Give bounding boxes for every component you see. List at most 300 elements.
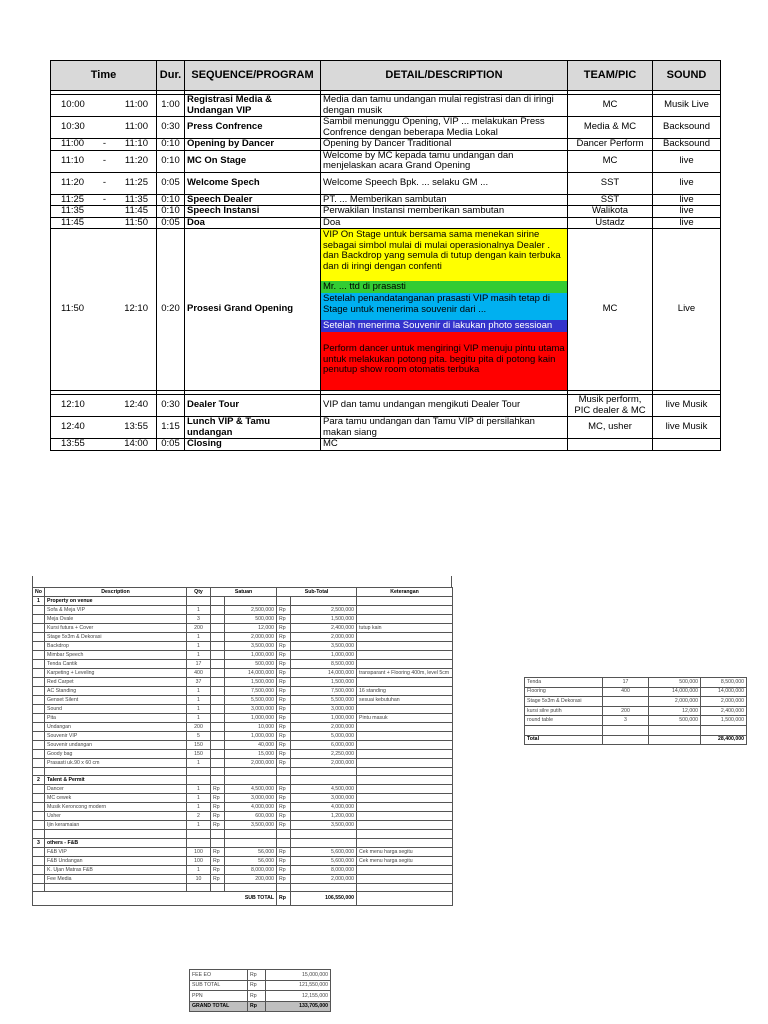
item-currency: Rp [277, 803, 291, 812]
empty-cell [33, 883, 45, 891]
detail-cell: Para tamu undangan dan Tamu VIP di persilahkan makan siang [321, 417, 568, 439]
item-note: Pintu masuk [357, 714, 453, 723]
empty-cell [357, 883, 453, 891]
duration-cell: 0:30 [157, 117, 185, 139]
end-time: 11:00 [124, 121, 148, 133]
program-cell: Lunch VIP & Tamu undangan [185, 417, 321, 439]
item-note: sesuai kebutuhan [357, 696, 453, 705]
empty-cell [225, 830, 277, 838]
time-range [53, 218, 154, 229]
side-qty: 3 [603, 716, 649, 726]
sound-cell: live Musik [653, 395, 721, 417]
side-qty: 400 [603, 687, 649, 697]
start-time: 11:50 [61, 303, 85, 315]
item-qty: 1 [187, 794, 211, 803]
item-note [357, 651, 453, 660]
start-time: 11:20 [61, 176, 85, 188]
detail-step: VIP On Stage untuk bersama sama menekan sirine sebagai simbol mulai di mulai operasionalnya Dealer . dan Backdrop yang semula di tutup dengan kain terbuka dan di iringi dengan confenti [321, 229, 567, 281]
empty-cell [33, 660, 45, 669]
item-currency: Rp [277, 678, 291, 687]
item-qty: 200 [187, 624, 211, 633]
item-unit-price: 2,000,000 [225, 633, 277, 642]
budget-item-row [33, 633, 453, 642]
budget-header-no: No [33, 588, 45, 597]
empty-cell [277, 776, 291, 785]
side-description: kursi silre putih [525, 706, 603, 716]
empty-cell [357, 776, 453, 785]
side-subtotal: 14,000,000 [701, 687, 747, 697]
section-number: 3 [33, 838, 45, 847]
item-currency: Rp [277, 633, 291, 642]
item-qty: 1 [187, 759, 211, 768]
item-unit-price: 3,500,000 [225, 821, 277, 830]
budget-item-row [33, 723, 453, 732]
empty-cell [211, 838, 225, 847]
budget-item-row [33, 785, 453, 794]
side-description: round table [525, 716, 603, 726]
time-cell [51, 439, 157, 451]
side-row [525, 687, 747, 697]
empty-cell [33, 750, 45, 759]
item-description: Fee Media [45, 874, 187, 883]
item-qty: 1 [187, 785, 211, 794]
item-currency [211, 651, 225, 660]
totals-table [189, 969, 331, 1012]
time-separator: - [102, 154, 107, 166]
item-note [357, 874, 453, 883]
empty-cell [291, 838, 357, 847]
item-subtotal: 1,500,000 [291, 615, 357, 624]
empty-cell [187, 776, 211, 785]
time-range [53, 195, 154, 206]
item-currency [211, 678, 225, 687]
item-note [357, 633, 453, 642]
item-description: Karpeting + Leveling [45, 669, 187, 678]
empty-cell [33, 606, 45, 615]
item-currency: Rp [211, 803, 225, 812]
item-qty: 150 [187, 750, 211, 759]
side-qty [603, 725, 649, 735]
program-cell: Prosesi Grand Opening [185, 229, 321, 391]
pic-cell [568, 439, 653, 451]
side-total-row [525, 735, 747, 745]
item-currency: Rp [277, 705, 291, 714]
item-qty: 100 [187, 847, 211, 856]
item-subtotal: 2,400,000 [291, 624, 357, 633]
budget-item-row [33, 687, 453, 696]
item-unit-price: 1,000,000 [225, 651, 277, 660]
item-subtotal: 1,200,000 [291, 812, 357, 821]
end-time: 11:00 [124, 99, 148, 111]
empty-cell [225, 883, 277, 891]
item-description: K. Ujan Matras F&B [45, 865, 187, 874]
time-cell [51, 117, 157, 139]
budget-item-row [33, 794, 453, 803]
item-unit-price: 500,000 [225, 615, 277, 624]
item-qty: 1 [187, 714, 211, 723]
side-subtotal: 2,400,000 [701, 706, 747, 716]
time-cell [51, 206, 157, 218]
end-time: 11:35 [124, 194, 148, 205]
item-note [357, 615, 453, 624]
empty-cell [33, 759, 45, 768]
duration-cell: 0:05 [157, 172, 185, 194]
schedule-row [51, 172, 721, 194]
sound-cell: live [653, 217, 721, 229]
header-duration: Dur. [157, 61, 185, 91]
item-unit-price: 8,000,000 [225, 865, 277, 874]
budget-item-row [33, 642, 453, 651]
end-time: 11:25 [124, 176, 148, 188]
time-cell [51, 194, 157, 206]
item-currency: Rp [211, 812, 225, 821]
empty-cell [291, 776, 357, 785]
empty-cell [277, 883, 291, 891]
detail-step: Mr. ... ttd di prasasti [321, 281, 567, 293]
empty-cell [33, 669, 45, 678]
totals-row [190, 1001, 331, 1012]
item-description: F&B VIP [45, 847, 187, 856]
item-note [357, 821, 453, 830]
end-time: 11:10 [124, 138, 148, 149]
item-subtotal: 4,500,000 [291, 785, 357, 794]
item-unit-price: 40,000 [225, 741, 277, 750]
empty-cell [33, 642, 45, 651]
end-time: 11:50 [124, 217, 148, 228]
item-currency: Rp [277, 741, 291, 750]
sound-cell: Live [653, 229, 721, 391]
budget-item-row [33, 696, 453, 705]
item-unit-price: 4,000,000 [225, 803, 277, 812]
item-unit-price: 200,000 [225, 874, 277, 883]
schedule-row [51, 95, 721, 117]
item-description: Sound [45, 705, 187, 714]
empty-cell [211, 830, 225, 838]
schedule-row [51, 139, 721, 151]
item-currency: Rp [277, 687, 291, 696]
section-title: others - F&B [45, 838, 187, 847]
budget-header-keterangan: Keterangan [357, 588, 453, 597]
item-qty: 1 [187, 865, 211, 874]
side-subtotal: 8,500,000 [701, 678, 747, 688]
item-description: Genset Silent [45, 696, 187, 705]
totals-value: 121,550,000 [266, 980, 331, 991]
item-currency: Rp [277, 874, 291, 883]
item-unit-price: 1,000,000 [225, 732, 277, 741]
time-range [53, 122, 154, 133]
start-time: 12:10 [61, 399, 85, 411]
budget-header-subtotal: Sub-Total [277, 588, 357, 597]
time-range [53, 100, 154, 111]
header-sound: SOUND [653, 61, 721, 91]
budget-item-row [33, 821, 453, 830]
side-subtotal: 1,500,000 [701, 716, 747, 726]
start-time: 13:55 [61, 438, 85, 449]
item-qty: 3 [187, 615, 211, 624]
item-currency: Rp [277, 642, 291, 651]
schedule-row [51, 194, 721, 206]
totals-currency: Rp [248, 991, 266, 1002]
sound-cell: live [653, 206, 721, 218]
item-unit-price: 15,000 [225, 750, 277, 759]
item-currency: Rp [277, 865, 291, 874]
item-currency [211, 741, 225, 750]
empty-cell [225, 768, 277, 776]
budget-item-row [33, 812, 453, 821]
section-number: 1 [33, 597, 45, 606]
item-subtotal: 5,600,000 [291, 847, 357, 856]
item-qty: 5 [187, 732, 211, 741]
item-qty: 10 [187, 874, 211, 883]
side-row [525, 678, 747, 688]
pic-cell: Dancer Perform [568, 139, 653, 151]
side-qty: 200 [603, 706, 649, 716]
item-currency: Rp [277, 696, 291, 705]
empty-cell [211, 883, 225, 891]
side-subtotal [701, 725, 747, 735]
item-currency: Rp [277, 714, 291, 723]
item-subtotal: 5,000,000 [291, 732, 357, 741]
side-total-value: 28,400,000 [701, 735, 747, 745]
item-description: Meja Ovale [45, 615, 187, 624]
item-currency: Rp [277, 821, 291, 830]
item-note [357, 812, 453, 821]
budget-item-row [33, 847, 453, 856]
item-description: Mimbar Speech [45, 651, 187, 660]
item-note: 16 standing [357, 687, 453, 696]
item-note [357, 723, 453, 732]
sound-cell: Backsound [653, 139, 721, 151]
time-cell [51, 139, 157, 151]
item-currency: Rp [277, 651, 291, 660]
item-currency [211, 669, 225, 678]
item-subtotal: 2,500,000 [291, 606, 357, 615]
item-description: Pita [45, 714, 187, 723]
budget-subtotal-row [33, 891, 453, 905]
item-unit-price: 5,500,000 [225, 696, 277, 705]
time-range [53, 439, 154, 450]
item-currency [211, 723, 225, 732]
item-currency [211, 705, 225, 714]
budget-item-row [33, 660, 453, 669]
item-subtotal: 2,000,000 [291, 723, 357, 732]
item-note [357, 785, 453, 794]
time-range [53, 422, 154, 433]
duration-cell: 0:10 [157, 139, 185, 151]
empty-cell [33, 803, 45, 812]
item-note [357, 794, 453, 803]
item-subtotal: 2,000,000 [291, 759, 357, 768]
detail-cell: Doa [321, 217, 568, 229]
item-currency [211, 633, 225, 642]
time-cell [51, 150, 157, 172]
duration-cell: 0:10 [157, 194, 185, 206]
section-number: 2 [33, 776, 45, 785]
pic-cell: MC [568, 229, 653, 391]
item-unit-price: 3,500,000 [225, 642, 277, 651]
empty-cell [291, 830, 357, 838]
empty-cell [33, 615, 45, 624]
empty-cell [649, 735, 701, 745]
side-row [525, 697, 747, 707]
item-currency: Rp [277, 759, 291, 768]
item-subtotal: 8,500,000 [291, 660, 357, 669]
item-unit-price: 600,000 [225, 812, 277, 821]
item-subtotal: 4,000,000 [291, 803, 357, 812]
detail-cell: Media dan tamu undangan mulai registrasi dan di iringi dengan musik [321, 95, 568, 117]
item-unit-price: 3,000,000 [225, 705, 277, 714]
duration-cell: 0:05 [157, 217, 185, 229]
subtotal-value: 106,550,000 [291, 891, 357, 905]
totals-value: 15,000,000 [266, 970, 331, 981]
header-detail: DETAIL/DESCRIPTION [321, 61, 568, 91]
empty-cell [33, 633, 45, 642]
empty-cell [291, 597, 357, 606]
item-subtotal: 2,250,000 [291, 750, 357, 759]
budget-item-row [33, 865, 453, 874]
item-currency: Rp [277, 785, 291, 794]
schedule-row [51, 395, 721, 417]
budget-header-satuan: Satuan [211, 588, 277, 597]
empty-cell [357, 891, 453, 905]
empty-cell [33, 865, 45, 874]
blank-row [33, 830, 453, 838]
side-row [525, 716, 747, 726]
empty-cell [187, 883, 211, 891]
detail-cell: VIP dan tamu undangan mengikuti Dealer Tour [321, 395, 568, 417]
empty-cell [277, 768, 291, 776]
time-separator: - [102, 176, 107, 188]
budget-item-row [33, 759, 453, 768]
empty-cell [225, 838, 277, 847]
item-currency: Rp [277, 606, 291, 615]
item-currency: Rp [211, 856, 225, 865]
detail-cell: PT. ... Memberikan sambutan [321, 194, 568, 206]
side-unit-price [649, 725, 701, 735]
item-currency [211, 750, 225, 759]
item-qty: 2 [187, 812, 211, 821]
schedule-table [50, 60, 721, 451]
item-note [357, 803, 453, 812]
empty-cell [187, 768, 211, 776]
empty-cell [225, 597, 277, 606]
empty-cell [291, 883, 357, 891]
empty-cell [45, 883, 187, 891]
item-unit-price: 56,000 [225, 847, 277, 856]
item-currency [211, 624, 225, 633]
item-description: Ijin keramaian [45, 821, 187, 830]
item-currency: Rp [277, 732, 291, 741]
time-separator: - [102, 138, 107, 149]
item-unit-price: 4,500,000 [225, 785, 277, 794]
duration-cell: 0:10 [157, 206, 185, 218]
end-time: 12:10 [124, 303, 148, 315]
item-qty: 1 [187, 803, 211, 812]
item-description: AC Standing [45, 687, 187, 696]
empty-cell [33, 785, 45, 794]
program-cell: Opening by Dancer [185, 139, 321, 151]
item-currency: Rp [277, 660, 291, 669]
item-subtotal: 1,000,000 [291, 714, 357, 723]
item-qty: 200 [187, 723, 211, 732]
time-range [53, 178, 154, 189]
item-note [357, 741, 453, 750]
empty-cell [33, 624, 45, 633]
totals-label: SUB TOTAL [190, 980, 248, 991]
budget-item-row [33, 732, 453, 741]
subtotal-label: SUB TOTAL [33, 891, 277, 905]
duration-cell: 0:10 [157, 150, 185, 172]
empty-cell [33, 687, 45, 696]
time-cell [51, 95, 157, 117]
totals-currency: Rp [248, 970, 266, 981]
item-unit-price: 500,000 [225, 660, 277, 669]
item-qty: 1 [187, 687, 211, 696]
side-unit-price: 12,000 [649, 706, 701, 716]
duration-cell: 1:00 [157, 95, 185, 117]
pic-cell: Musik perform, PIC dealer & MC [568, 395, 653, 417]
item-qty: 1 [187, 705, 211, 714]
item-currency [211, 606, 225, 615]
totals-currency: Rp [248, 980, 266, 991]
item-description: Red Carpet [45, 678, 187, 687]
empty-cell [277, 597, 291, 606]
item-description: Kursi futura + Cover [45, 624, 187, 633]
budget-header-description: Description [45, 588, 187, 597]
empty-cell [33, 821, 45, 830]
item-currency: Rp [211, 785, 225, 794]
time-range [53, 304, 154, 315]
item-currency [211, 660, 225, 669]
side-unit-price: 2,000,000 [649, 697, 701, 707]
item-note: Cek menu harga segitu [357, 847, 453, 856]
item-unit-price: 7,500,000 [225, 687, 277, 696]
budget-item-row [33, 678, 453, 687]
pic-cell: Walikota [568, 206, 653, 218]
item-unit-price: 10,000 [225, 723, 277, 732]
start-time: 11:10 [61, 154, 85, 166]
item-currency [211, 615, 225, 624]
empty-cell [187, 830, 211, 838]
pic-cell: Ustadz [568, 217, 653, 229]
item-note [357, 750, 453, 759]
totals-value: 12,155,000 [266, 991, 331, 1002]
item-qty: 150 [187, 741, 211, 750]
empty-cell [33, 874, 45, 883]
item-unit-price: 1,000,000 [225, 714, 277, 723]
empty-cell [357, 597, 453, 606]
item-unit-price: 3,000,000 [225, 794, 277, 803]
empty-cell [603, 735, 649, 745]
item-qty: 1 [187, 651, 211, 660]
budget-item-row [33, 651, 453, 660]
item-qty: 1 [187, 696, 211, 705]
item-currency: Rp [211, 874, 225, 883]
time-cell [51, 217, 157, 229]
empty-cell [33, 651, 45, 660]
side-description: Stage 5x3m & Dekorasi [525, 697, 603, 707]
item-qty: 1 [187, 633, 211, 642]
budget-item-row [33, 615, 453, 624]
empty-cell [33, 678, 45, 687]
item-currency [211, 714, 225, 723]
side-total-label: Total [525, 735, 603, 745]
item-unit-price: 56,000 [225, 856, 277, 865]
schedule-row [51, 417, 721, 439]
empty-cell [45, 830, 187, 838]
program-cell: Speech Instansi [185, 206, 321, 218]
time-cell [51, 395, 157, 417]
